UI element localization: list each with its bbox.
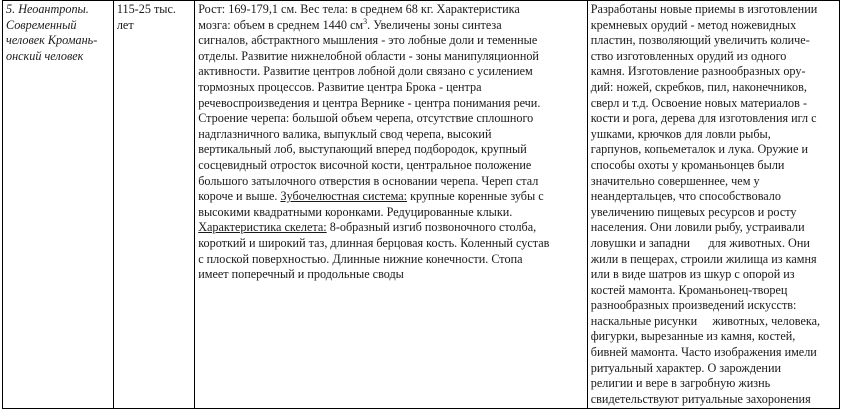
culture-cell xyxy=(587,1,839,409)
age-line: 115-25 тыс. xyxy=(116,2,176,16)
anatomy-text: крупные коренные зубы с xyxy=(407,189,544,204)
anatomy-line: высокими квадратными коронками. Редуцированные клыки. xyxy=(198,204,513,219)
anatomy-line: сигналов, абстрактного мышления - это лобные доли и теменные xyxy=(198,33,538,48)
anatomy-line: отделы. Развитие нижнелобной области - зоны манипуляционной xyxy=(198,48,539,63)
anatomy-text: . Увеличены зоны синтеза xyxy=(367,17,502,32)
anatomy-line: сосцевидный отросток височной кости, центральное положение xyxy=(198,157,532,172)
superscript-cube: 3 xyxy=(363,16,368,26)
anatomy-line: Рост: 169-179,1 см. Вес тела: в среднем 68 кг. Характеристика xyxy=(198,2,520,16)
anatomy-text: мозга: объем в среднем 1440 см xyxy=(198,17,364,32)
culture-line: способы охоты у кроманьонцев были xyxy=(590,157,785,172)
anatomy-line: большого затылочного отверстия в основании черепа. Череп стал xyxy=(198,173,539,188)
age-line: лет xyxy=(116,17,134,32)
evolution-table xyxy=(2,0,840,409)
anatomy-line: речевоспроизведения и центра Вернике - центра понимания речи. xyxy=(198,95,541,110)
culture-line: жили в пещерах, строили жилища из камня xyxy=(590,251,817,266)
culture-line: камня. Изготовление разнообразных ору- xyxy=(590,64,806,79)
period-cell xyxy=(3,1,114,409)
culture-line: кости и рога, дерева для изготовления игл с xyxy=(590,111,817,126)
culture-line: населения. Они ловили рыбу, устраивали xyxy=(590,220,805,235)
culture-line: сверл и т.д. Освоение новых материалов - xyxy=(590,95,808,110)
period-line: Современный xyxy=(6,17,77,32)
culture-line: ловушки и западни для животных. Они xyxy=(590,235,810,250)
dental-heading: Зубочелюстная система: xyxy=(280,189,408,204)
culture-line: бивней мамонта. Часто изображения имели xyxy=(590,345,817,360)
culture-line: пластин, позволяющий увеличить количе- xyxy=(590,33,810,48)
anatomy-line: активности. Развитие центров лобной доли связано с усилением xyxy=(198,64,533,79)
culture-line: Разработаны новые приемы в изготовлении xyxy=(590,2,818,16)
period-line: человек Кромань- xyxy=(6,33,98,48)
anatomy-line xyxy=(198,189,584,205)
anatomy-line xyxy=(198,220,584,236)
anatomy-line: тормозных процессов. Развитие центра Брока - центра xyxy=(198,79,482,94)
culture-line: дий: ножей, скребков, пил, наконечников, xyxy=(590,79,807,94)
culture-line: разнообразных произведений искусств: xyxy=(590,298,797,313)
anatomy-line: короткий и широкий таз, длинная берцовая кость. Коленный сустав xyxy=(198,235,550,250)
period-line: 5. Неоантропы. xyxy=(6,2,89,16)
anatomy-line: Строение черепа: большой объем черепа, отсутствие сплошного xyxy=(198,111,534,126)
anatomy-cell xyxy=(195,1,588,409)
period-line: онский человек xyxy=(6,48,84,63)
anatomy-text: короче и выше. xyxy=(198,189,278,204)
anatomy-line: надглазничного валика, выпуклый свод черепа, высокий xyxy=(198,126,492,141)
culture-line: наскальные рисунки животных, человека, xyxy=(590,313,821,328)
culture-line: увеличению пищевых ресурсов и росту xyxy=(590,204,797,219)
culture-line: свидетельствуют ритуальные захоронения xyxy=(590,391,811,406)
culture-line: кремневых орудий - метод ножевидных xyxy=(590,17,797,32)
anatomy-line xyxy=(198,18,584,34)
anatomy-line: имеет поперечный и продольные своды xyxy=(198,267,404,282)
culture-line: религии и вере в загробную жизнь xyxy=(590,376,771,391)
anatomy-line: вертикальный лоб, выступающий вперед подбородок, крупный xyxy=(198,142,527,157)
culture-line: значительно совершеннее, чем у xyxy=(590,173,760,188)
culture-line: ушками, крючков для ловли рыбы, xyxy=(590,126,771,141)
culture-line: ритуальный характер. О зарождении xyxy=(590,360,781,375)
table-row xyxy=(3,1,840,409)
culture-line: фигурки, вырезанные из камня, костей, xyxy=(590,329,796,344)
culture-line: костей мамонта. Кроманьонец-творец xyxy=(590,282,788,297)
anatomy-line: с плоской поверхностью. Длинные нижние конечности. Стопа xyxy=(198,251,523,266)
culture-line: гарпунов, копьеметалок и лука. Оружие и xyxy=(590,142,809,157)
skeleton-heading: Характеристика скелета: xyxy=(198,220,327,235)
culture-line: или в виде шатров из шкур с опорой из xyxy=(590,267,795,282)
age-cell xyxy=(113,1,194,409)
culture-line: ство изготовленных орудий из одного xyxy=(590,48,787,63)
culture-line: неандертальцев, что способствовало xyxy=(590,189,781,204)
anatomy-text: 8-образный изгиб позвоночного столба, xyxy=(326,220,537,235)
